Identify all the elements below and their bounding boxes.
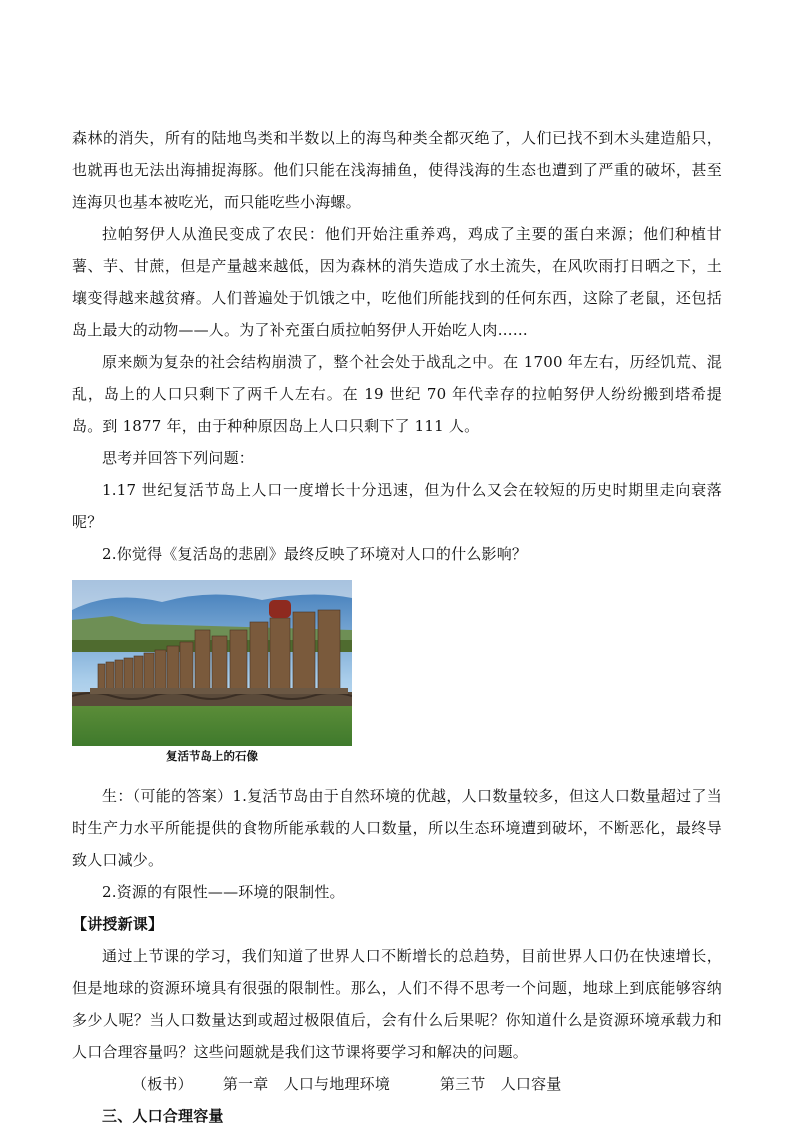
paragraph-collapse: 原来颇为复杂的社会结构崩溃了，整个社会处于战乱之中。在 1700 年左右，历经饥荒、混乱，岛上的人口只剩下了两千人左右。在 19 世纪 70 年代幸存的拉帕努伊人纷纷搬到塔希提岛。到 1877 年，由于种种原因岛上人口只剩下了 111 人。: [72, 353, 722, 435]
figure-caption: 复活节岛上的石像: [166, 749, 258, 763]
answer-2: 2.资源的有限性——环境的限制性。: [102, 883, 345, 901]
question-1: 1.17 世纪复活节岛上人口一度增长十分迅速，但为什么又会在较短的历史时期里走向衰落呢？: [72, 481, 722, 531]
question-2: 2.你觉得《复活岛的悲剧》最终反映了环境对人口的什么影响？: [102, 545, 528, 563]
section-header: 【讲授新课】: [72, 915, 164, 933]
think-prompt: 思考并回答下列问题：: [102, 449, 255, 467]
answer-1: 生：（可能的答案）1.复活节岛由于自然环境的优越，人口数量较多，但这人口数量超过了当时生产力水平所能提供的食物所能承载的人口数量，所以生态环境遭到破坏，不断恶化，最终导致人口减少。: [72, 787, 722, 869]
moai-figure: [72, 580, 352, 764]
paragraph-forest-loss: 森林的消失，所有的陆地鸟类和半数以上的海鸟种类全都灭绝了，人们已找不到木头建造船只，也就再也无法出海捕捉海豚。他们只能在浅海捕鱼，使得浅海的生态也遭到了严重的破坏，甚至连海贝也基本被吃光，而只能吃些小海螺。: [72, 129, 722, 211]
board-chapter: 第一章 人口与地理环境: [222, 1075, 391, 1093]
board-label: （板书）: [132, 1075, 193, 1093]
section-heading: 三、人口合理容量: [102, 1107, 224, 1125]
board-section: 第三节 人口容量: [439, 1075, 562, 1093]
paragraph-farmers: 拉帕努伊人从渔民变成了农民：他们开始注重养鸡，鸡成了主要的蛋白来源；他们种植甘薯、芋、甘蔗，但是产量越来越低，因为森林的消失造成了水土流失，在风吹雨打日晒之下，土壤变得越来越贫瘠。人们普遍处于饥饿之中，吃他们所能找到的任何东西，这除了老鼠，还包括岛上最大的动物——人。为了补充蛋白质拉帕努伊人开始吃人肉……: [72, 225, 722, 339]
board-line: [72, 1068, 722, 1100]
paragraph-intro: 通过上节课的学习，我们知道了世界人口不断增长的总趋势，目前世界人口仍在快速增长，但是地球的资源环境具有很强的限制性。那么，人们不得不思考一个问题，地球上到底能够容纳多少人呢？当人口数量达到或超过极限值后，会有什么后果呢？你知道什么是资源环境承载力和人口合理容量吗？这些问题就是我们这节课将要学习和解决的问题。: [72, 947, 722, 1061]
moai-photo: [72, 580, 352, 746]
document-page: [72, 122, 722, 1132]
